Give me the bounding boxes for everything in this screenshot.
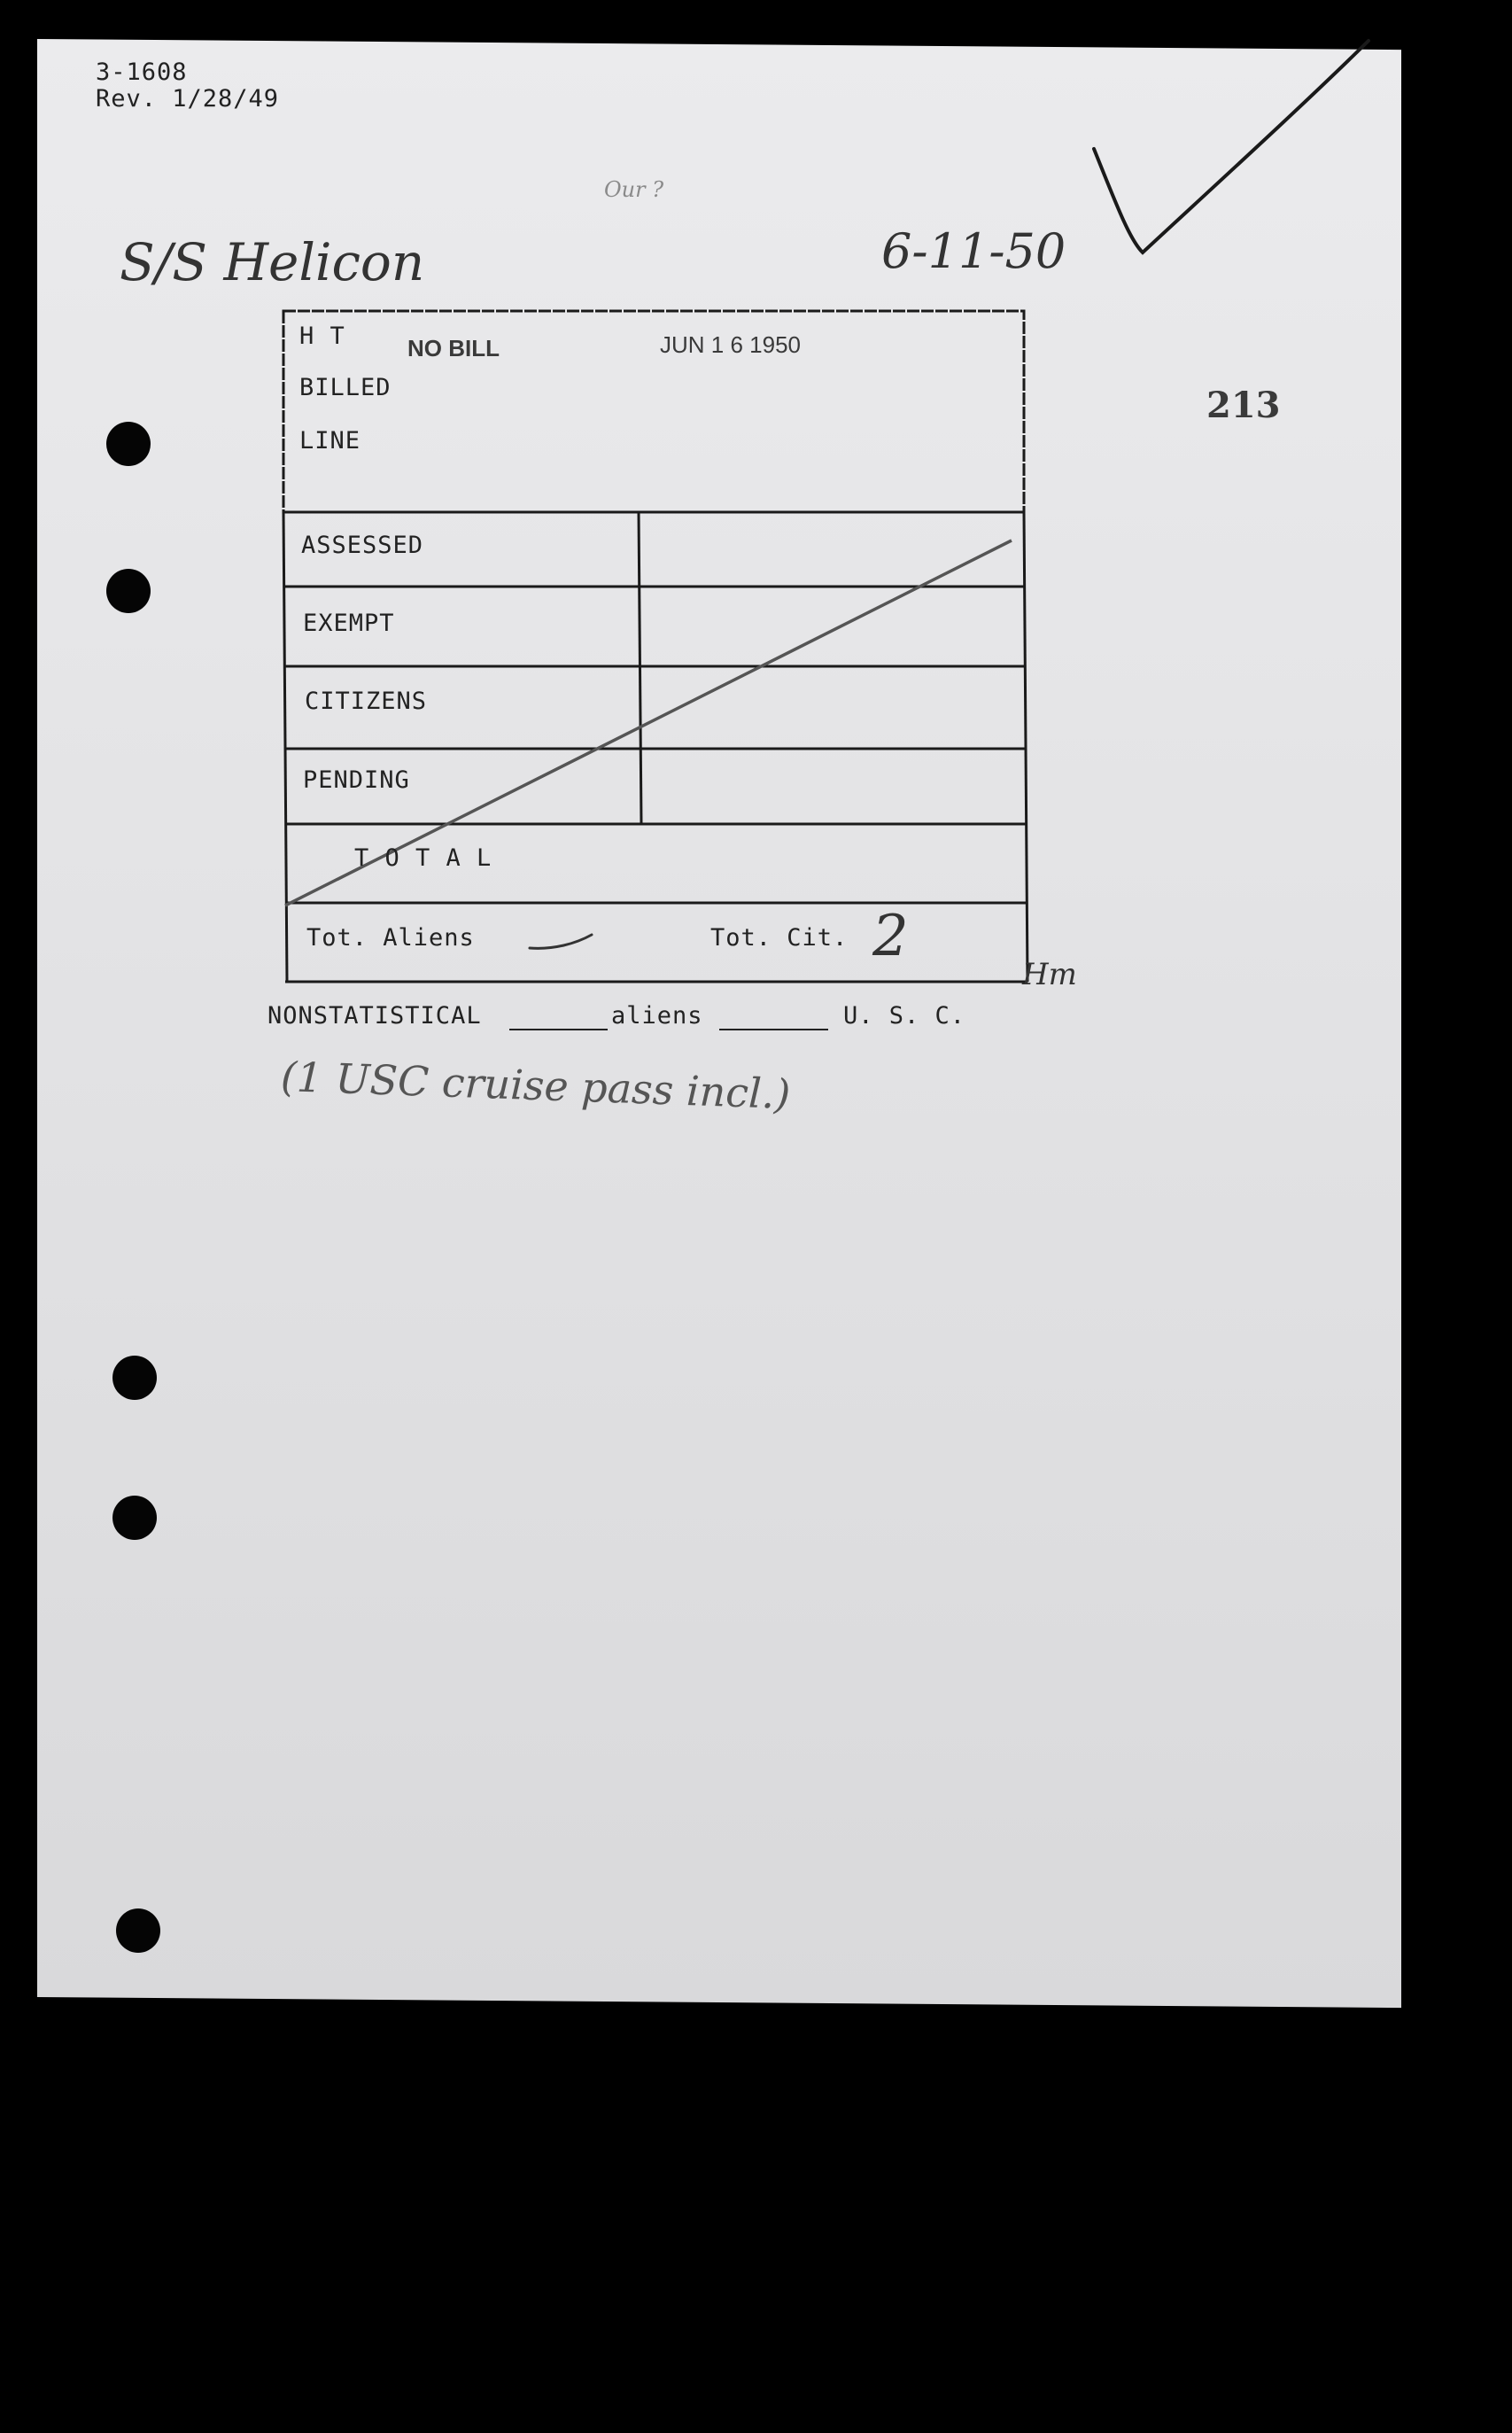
no-bill-stamp: NO BILL [407,335,500,361]
row-label-pending: PENDING [303,766,410,794]
tot-cit-label: Tot. Cit. [710,924,849,952]
row-label-citizens: CITIZENS [305,688,428,715]
grid-border-right [1024,512,1027,982]
header-box-border [283,311,1024,512]
page-number: 213 [1206,385,1281,426]
line-label: LINE [299,427,361,455]
grid-column-divider [639,512,641,824]
nonstatistical-aliens-label: aliens [611,1002,703,1030]
ship-name: S/S Helicon [120,232,425,292]
nonstatistical-usc-label: U. S. C. [843,1002,966,1030]
date-stamp: JUN 1 6 1950 [660,331,801,358]
tot-aliens-label: Tot. Aliens [306,924,475,952]
query-note: Our ? [604,177,664,202]
initials: Hm [1022,957,1077,992]
form-revision: Rev. 1/28/49 [96,85,280,113]
row-label-assessed: ASSESSED [301,532,424,559]
total-label: T O T A L [354,844,492,872]
handwritten-date: 6-11-50 [881,223,1066,279]
check-mark-icon [1094,41,1369,253]
grid-border-left [283,512,287,982]
billed-label: BILLED [299,374,392,401]
aliens-dash-mark [530,935,592,948]
ht-label: H T [299,323,345,350]
nonstatistical-label: NONSTATISTICAL [268,1002,482,1030]
tot-cit-value: 2 [872,904,909,969]
form-number: 3-1608 [96,58,188,86]
handwritten-note: (1 USC cruise pass incl.) [280,1053,792,1119]
row-label-exempt: EXEMPT [303,610,395,637]
